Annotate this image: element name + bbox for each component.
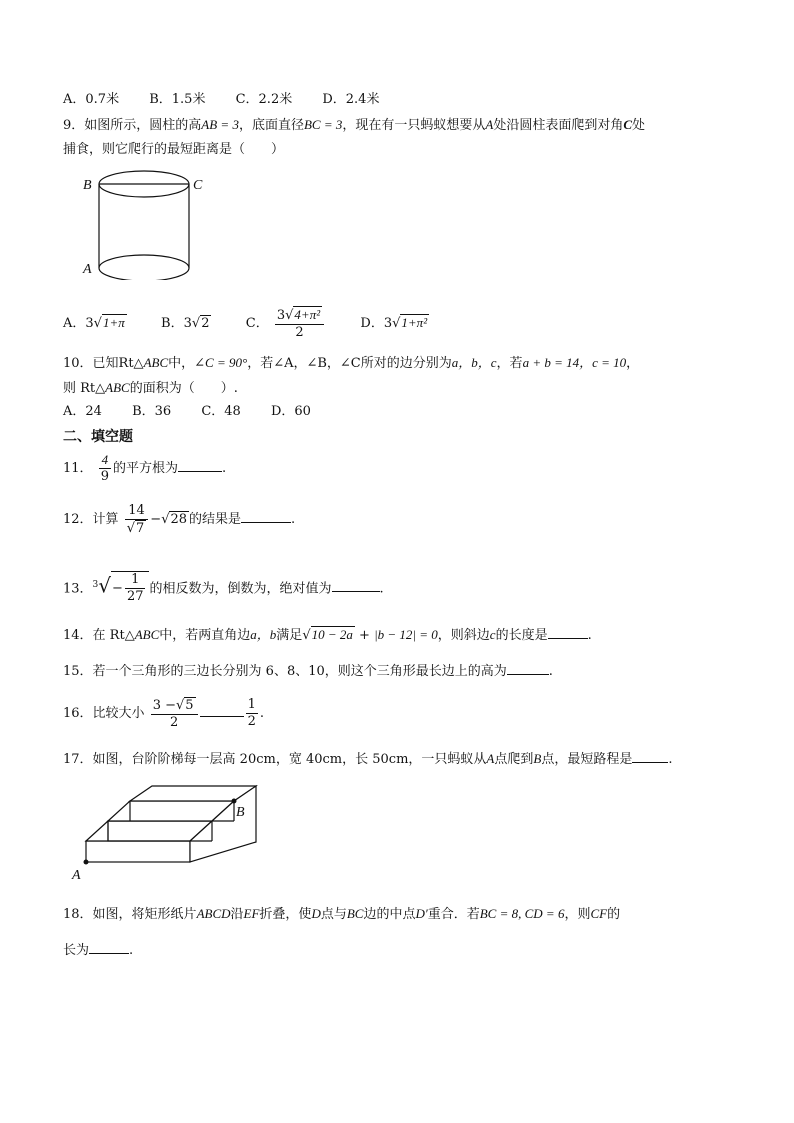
q16-fraction-left: $\frac{3 -√5}{2}$ [151, 697, 198, 731]
q9-option-c-fraction: $\frac{\text{3√4+π²}}{2}$ [275, 306, 324, 341]
q16 [63, 692, 264, 736]
q13-text: 的相反数为，倒数为，绝对值为 [149, 581, 332, 597]
step-1-front [86, 841, 190, 862]
q9-option-d-coef: 3 [383, 316, 393, 331]
q9-option-c-coef: 3 [276, 308, 286, 323]
q10-options [63, 403, 311, 421]
q9-text: ，现在有一只蚂蚁想要从 [342, 118, 486, 133]
q18-bc: BC [346, 906, 364, 921]
q18-text: ，则 [564, 907, 591, 922]
question-number: 18． [63, 907, 93, 922]
q9-ab-eq: AB = 3 [201, 117, 239, 132]
q14: 14．在 Rt△ABC中，若两直角边a，b满足√10 − 2a + |b − 12| = 0，则斜边c的长度是 . [63, 627, 592, 643]
staircase-figure [68, 782, 278, 882]
q14-end: . [587, 628, 592, 643]
q9-text: 处 [632, 118, 646, 133]
q9-option-a-radicand: 1+π [102, 315, 125, 330]
q9-text: ，底面直径 [238, 118, 304, 133]
q9-text: 如图所示，圆柱的高 [84, 118, 202, 133]
q18-ef: EF [243, 906, 260, 921]
label-a: A [83, 262, 92, 277]
q10-text: 中， [168, 356, 195, 371]
label-a: A [72, 868, 81, 882]
q17-end: . [668, 752, 673, 767]
q18-text: 沿 [230, 907, 244, 922]
q9-option-a-coef: 3 [85, 316, 94, 331]
q12-text: 计算 [92, 512, 119, 527]
q14-plus: + [354, 628, 375, 643]
label-b: B [83, 178, 92, 193]
q10-text: 已知Rt△ [92, 356, 144, 371]
q17-point-b: B [533, 751, 542, 766]
q9-option-b-label: B． [161, 316, 184, 331]
q13: 13．$^3$√− $\frac{1}{27}$ 的相反数为，倒数为，绝对值为 . [63, 572, 384, 605]
q9-option-d-radicand: 1+π² [401, 315, 428, 330]
q18-end: . [129, 943, 134, 958]
q10-line2 [63, 379, 238, 398]
q11-end: . [221, 461, 227, 476]
q10-sides: a，b，c [451, 355, 497, 370]
question-number: 11． [63, 461, 93, 476]
q10-text: 则 Rt△ [63, 381, 106, 396]
q17-text: 如图，台阶阶梯每一层高 20cm，宽 40cm，长 50cm，一只蚂蚁从 [92, 752, 487, 767]
q13-fraction [125, 572, 146, 605]
q13-answer-blank[interactable] [332, 579, 380, 592]
q9-text: 处沿圆柱表面爬到对角 [493, 118, 624, 133]
q14-radicand: 10 − 2a [311, 627, 353, 642]
q10-angle-c: ∠C = 90° [194, 355, 248, 370]
q9-option-c-label: C． [245, 316, 269, 331]
q8-option-a: A．0.7米 [63, 92, 120, 107]
q15-answer-blank[interactable] [507, 662, 549, 675]
q13-den: 27 [126, 589, 144, 605]
q15-text: 若一个三角形的三边长分别为 6、8、10，则这个三角形最长边上的高为 [92, 664, 507, 679]
q13-num: 1 [125, 572, 146, 589]
q13-root-index: 3 [92, 580, 99, 590]
q12-minus: − [150, 512, 162, 527]
question-number: 17． [63, 752, 93, 767]
q14-c: c [489, 627, 496, 642]
q18-text: 的 [607, 907, 621, 922]
q14-abs: |b − 12| = 0 [374, 627, 438, 642]
label-b: B [236, 805, 245, 820]
q16-fraction-right [246, 697, 258, 730]
point-a-dot [84, 860, 89, 865]
q14-text: 在 Rt△ [92, 628, 135, 643]
q10-text: 的面积为（ ）. [129, 381, 238, 396]
q10-line1 [63, 354, 639, 373]
q10-option-d: D．60 [270, 404, 311, 419]
q18-text: 长为 [63, 943, 90, 958]
q10-equation: a + b = 14，c = 10 [522, 355, 627, 370]
q12-den: 7 [136, 520, 145, 536]
question-number: 10． [63, 356, 93, 371]
q10-option-c: C．48 [201, 404, 241, 419]
q8-options [63, 91, 379, 109]
q11-fraction [99, 452, 111, 485]
q17-text: 点，最短路程是 [541, 752, 633, 767]
q9-option-c-radicand: 4+π² [294, 307, 321, 322]
q10-text: ，若 [496, 356, 523, 371]
q9-options: A．3√1+π B．3√2 C． $\frac{\text{3√4+π²}}{2}$ D．3√1+π² [63, 307, 428, 340]
q14-text: 满足 [276, 628, 303, 643]
q10-text: ， [626, 356, 640, 371]
q14-ab: a，b [250, 627, 277, 642]
label-c: C [193, 178, 203, 193]
question-number: 9． [63, 118, 85, 133]
cylinder-figure [80, 170, 210, 280]
q9-text: 捕食，则它爬行的最短距离是（ ） [63, 142, 285, 157]
q18-d-prime: D′ [415, 906, 428, 921]
q10-abc: ABC [105, 380, 130, 395]
q16-num: 3 − [152, 697, 176, 713]
q12-end: . [291, 512, 296, 527]
q12-radicand: 28 [170, 512, 188, 527]
q8-option-d: D．2.4米 [322, 92, 380, 107]
q14-text: 的长度是 [495, 628, 548, 643]
q18-text: 点与 [320, 907, 347, 922]
q12-text: 的结果是 [189, 512, 242, 527]
question-number: 15． [63, 664, 93, 679]
q11-num: 4 [99, 452, 111, 469]
q8-option-c: C．2.2米 [235, 92, 293, 107]
question-number: 13． [63, 581, 93, 597]
q10-option-a: A．24 [63, 404, 102, 419]
q10-text: ，若∠A，∠B，∠C所对的边分别为 [247, 356, 452, 371]
q9-option-b-radicand: 2 [201, 316, 210, 331]
q14-answer-blank[interactable] [548, 626, 588, 639]
q18-answer-blank[interactable] [89, 941, 129, 954]
q16-den2: 2 [247, 714, 256, 729]
q16-answer-blank[interactable] [200, 704, 244, 717]
q12-answer-blank[interactable] [241, 510, 291, 523]
cylinder-bottom-ellipse [99, 255, 189, 280]
point-b-dot [232, 799, 237, 804]
q15 [63, 662, 553, 681]
q18-text: 折叠，使 [259, 907, 312, 922]
q18-text: 边的中点 [363, 907, 416, 922]
q11 [63, 452, 226, 486]
q10-abc: ABC [143, 355, 169, 370]
q18-text: 重合．若 [427, 907, 480, 922]
q9-option-b-coef: 3 [183, 316, 192, 331]
q9-line1 [63, 116, 645, 135]
q16-radicand: 5 [185, 697, 194, 713]
q17-point-a: A [486, 751, 495, 766]
q11-answer-blank[interactable] [178, 459, 222, 472]
q14-abc: ABC [134, 627, 160, 642]
q18-text: 如图，将矩形纸片 [92, 907, 197, 922]
q9-bc-eq: BC = 3 [303, 117, 343, 132]
q9-line2 [63, 141, 284, 159]
q18-equations: BC = 8, CD = 6 [479, 906, 565, 921]
q16-num2: 1 [247, 697, 256, 712]
q11-text: 的平方根为 [112, 461, 178, 476]
q9-option-c-den: 2 [295, 325, 304, 340]
question-number: 12． [63, 512, 93, 527]
q17-answer-blank[interactable] [632, 750, 668, 763]
q14-text: ，则斜边 [437, 628, 490, 643]
q9-option-a-label: A． [63, 316, 86, 331]
question-number: 16． [63, 706, 93, 721]
q16-text: 比较大小 [92, 706, 145, 721]
q12: 12．计算 $\frac{14}{√7}$ −√28 的结果是 . [63, 502, 296, 536]
q17-text: 点爬到 [494, 752, 534, 767]
section-heading: 二、填空题 [63, 429, 133, 445]
q12-fraction: $\frac{14}{√7}$ [125, 503, 149, 537]
q11-den: 9 [100, 469, 109, 484]
q18-line1 [63, 905, 620, 924]
q9-option-d-label: D． [360, 316, 384, 331]
q18-line2 [63, 941, 133, 960]
q13-minus: − [112, 581, 123, 597]
q18-cf: CF [590, 906, 608, 921]
question-number: 14． [63, 628, 93, 643]
q13-end: . [379, 581, 384, 597]
q14-text: 中，若两直角边 [159, 628, 251, 643]
q18-abcd: ABCD [196, 906, 231, 921]
q9-point-c: C [623, 117, 633, 132]
q10-option-b: B．36 [132, 404, 172, 419]
q17 [63, 750, 672, 769]
q16-den: 2 [170, 714, 179, 730]
q18-d: D [311, 906, 321, 921]
q9-point-a: A [485, 117, 494, 132]
q8-option-b: B．1.5米 [149, 92, 206, 107]
q16-end: . [259, 706, 264, 721]
q12-num: 14 [125, 503, 149, 520]
q15-end: . [548, 664, 553, 679]
